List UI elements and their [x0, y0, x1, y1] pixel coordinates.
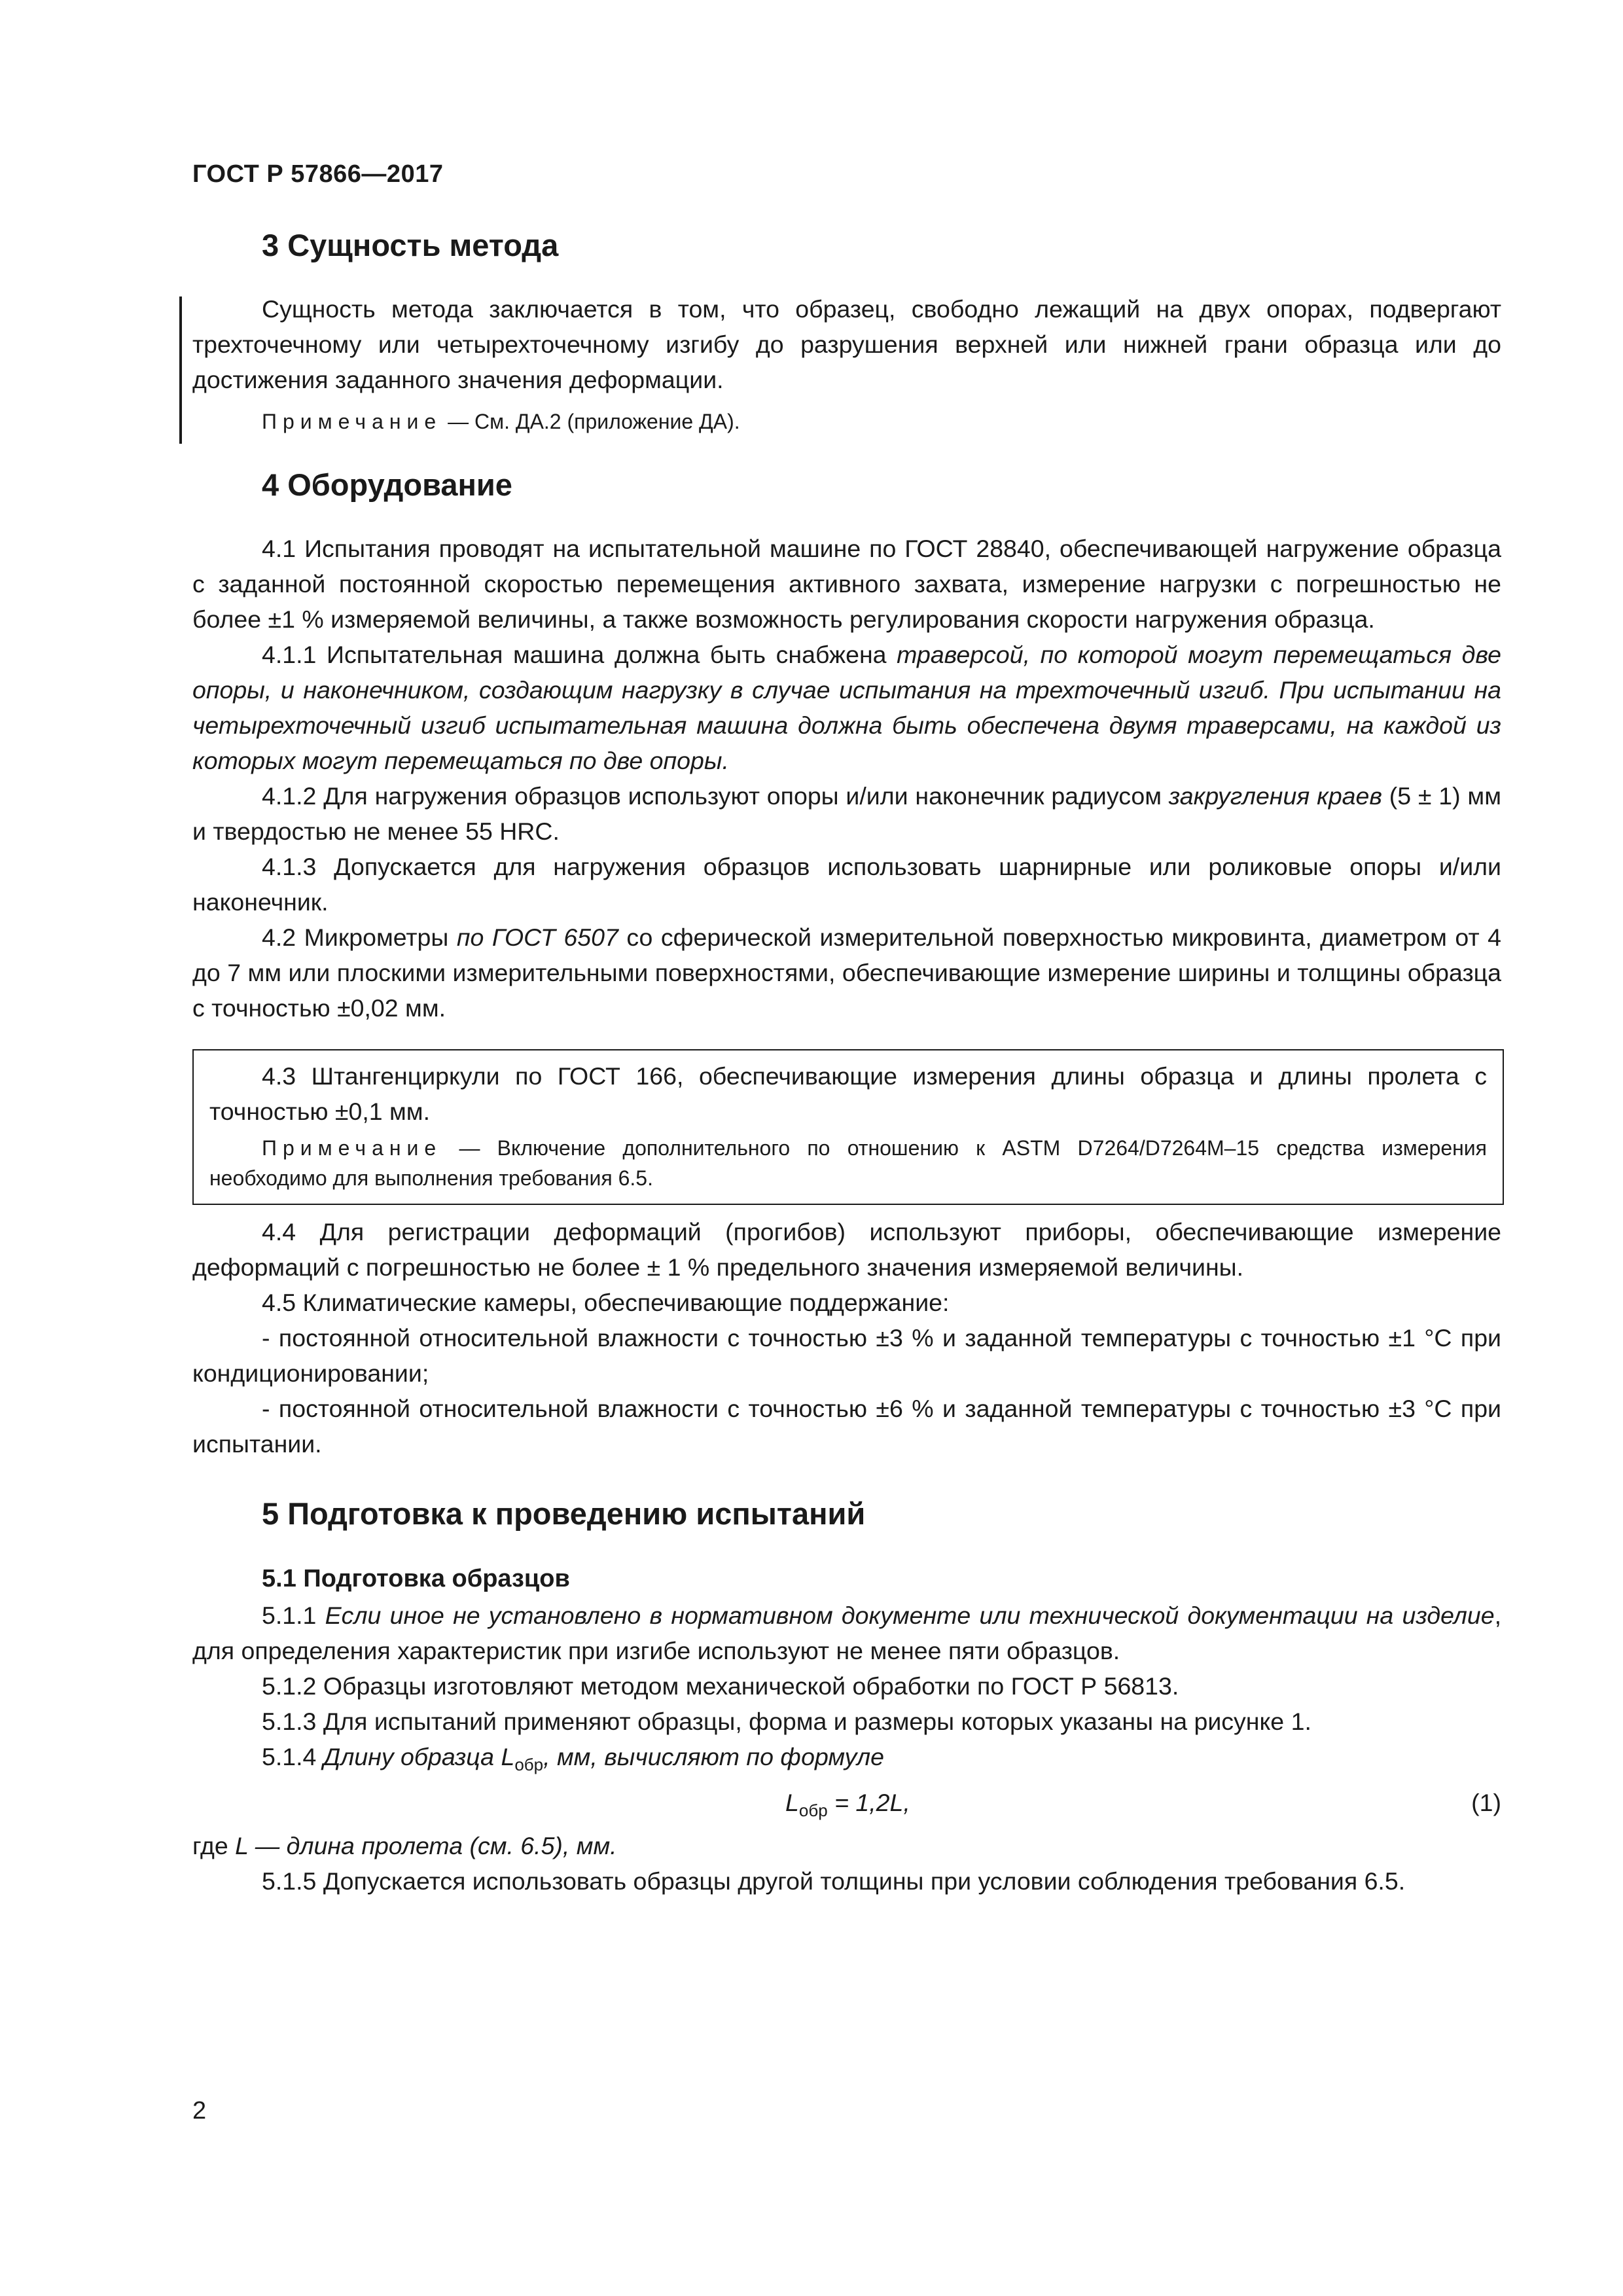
paragraph-4-3: 4.3 Штангенциркули по ГОСТ 166, обеспечивающие измерения длины образца и длины пролета с точностью ±0,1 мм.	[209, 1062, 1487, 1125]
text-run: где	[192, 1832, 236, 1859]
formula-1	[192, 1782, 1501, 1828]
subsection-5-1-title: 5.1 Подготовка образцов	[262, 1565, 570, 1592]
document-body	[192, 226, 1501, 1899]
italic-run: Если иное не установлено в нормативном документе или технической документации на изделие	[325, 1602, 1495, 1629]
paragraph-4-2	[192, 920, 1501, 1026]
italic-run: закругления краев	[1168, 782, 1382, 810]
text-run: со сферической измерительной поверхностью микровинта, диаметром от 4 до 7 мм или плоскими измерительными поверхностями, обеспечивающие измерение ширины и толщины образца с точностью ±0,02 мм.	[192, 924, 1502, 1022]
list-item-4-5-b: - постоянной относительной влажности с точностью ±6 % и заданной температуры с точностью ±3 °С при испытании.	[192, 1395, 1501, 1458]
text-run: (5 ± 1) мм и твердостью не менее 55 HRC.	[192, 782, 1501, 845]
note-label: Примечание	[262, 410, 442, 433]
italic-run: L — длина пролета (см. 6.5), мм.	[235, 1832, 617, 1859]
paragraph-3: Сущность метода заключается в том, что образец, свободно лежащий на двух опорах, подвергают трехточечному или четырехточечному изгибу до разрушения верхней или нижней грани образца или до достижения заданного значения деформации.	[192, 295, 1501, 393]
italic-run: по ГОСТ 6507	[456, 924, 618, 951]
section-4-title: 4 Оборудование	[262, 467, 512, 502]
paragraph-5-1-2: 5.1.2 Образцы изготовляют методом механической обработки по ГОСТ Р 56813.	[262, 1672, 1179, 1700]
italic-run: траверсой, по которой могут перемещаться две опоры, и наконечником, создающим нагрузку в случае испытания на трехточечный изгиб. При испытании на четырехточечный изгиб испытательная машина должна быть обеспечена двумя траверсами, на каждой из которых могут перемещаться по две опоры.	[192, 641, 1501, 774]
paragraph-4-1-2	[192, 778, 1501, 849]
paragraph-5-1-5: 5.1.5 Допускается использовать образцы другой толщины при условии соблюдения требования 6.5.	[262, 1867, 1406, 1895]
note-text: — См. ДА.2 (приложение ДА).	[442, 410, 740, 433]
paragraph-4-1: 4.1 Испытания проводят на испытательной машине по ГОСТ 28840, обеспечивающей нагружение образца с заданной постоянной скоростью перемещения активного захвата, измерение нагрузки с погрешностью не более ±1 % измеряемой величины, а также возможность регулирования скорости нагружения образца.	[192, 535, 1501, 633]
formula-expression	[785, 1785, 910, 1828]
paragraph-4-1-3: 4.1.3 Допускается для нагружения образцов использовать шарнирные или роликовые опоры и/или наконечник.	[192, 853, 1501, 916]
note-text: — Включение дополнительного по отношению к ASTM D7264/D7264M–15 средства измерения необходимо для выполнения требования 6.5.	[209, 1136, 1487, 1190]
section-3-body	[192, 291, 1501, 437]
paragraph-5-1-4	[192, 1739, 1501, 1782]
formula-rhs: = 1,2L,	[827, 1789, 910, 1816]
formula-explanation	[192, 1828, 1501, 1863]
text-run: , для определения характеристик при изгибе используют не менее пяти образцов.	[192, 1602, 1501, 1664]
paragraph-5-1-1	[192, 1598, 1501, 1668]
note-3	[192, 406, 1501, 437]
list-item-4-5-a: - постоянной относительной влажности с точностью ±3 % и заданной температуры с точностью ±1 °С при кондиционировании;	[192, 1324, 1501, 1387]
text-run: 4.1.2 Для нагружения образцов используют опоры и/или наконечник радиусом	[262, 782, 1169, 810]
section-5-title: 5 Подготовка к проведению испытаний	[262, 1496, 866, 1531]
text-run: 4.2 Микрометры	[262, 924, 457, 951]
change-bar	[179, 296, 182, 444]
text-run: 4.1.1 Испытательная машина должна быть снабжена	[262, 641, 897, 668]
subscript: обр	[514, 1755, 544, 1774]
page-number: 2	[192, 2097, 207, 2125]
paragraph-5-1-3: 5.1.3 Для испытаний применяют образцы, форма и размеры которых указаны на рисунке 1.	[262, 1708, 1311, 1735]
standard-code-header: ГОСТ Р 57866—2017	[192, 160, 444, 188]
note-4-3	[209, 1133, 1487, 1193]
italic-run: Длину образца L	[323, 1743, 515, 1770]
italic-run: , мм, вычисляют по формуле	[543, 1743, 885, 1770]
formula-subscript: обр	[798, 1801, 828, 1820]
text-run: 5.1.1	[262, 1602, 325, 1629]
text-run: 5.1.4	[262, 1743, 323, 1770]
framed-addition-box	[192, 1049, 1504, 1205]
equation-number: (1)	[1471, 1789, 1501, 1816]
paragraph-4-1-1	[192, 637, 1501, 778]
paragraph-4-5: 4.5 Климатические камеры, обеспечивающие поддержание:	[262, 1289, 950, 1316]
paragraph-4-4: 4.4 Для регистрации деформаций (прогибов) используют приборы, обеспечивающие измерение деформаций с погрешностью не более ± 1 % предельного значения измеряемой величины.	[192, 1218, 1501, 1281]
formula-lhs: L	[785, 1789, 799, 1816]
section-3-title: 3 Сущность метода	[262, 228, 559, 262]
note-label: Примечание	[262, 1136, 442, 1160]
